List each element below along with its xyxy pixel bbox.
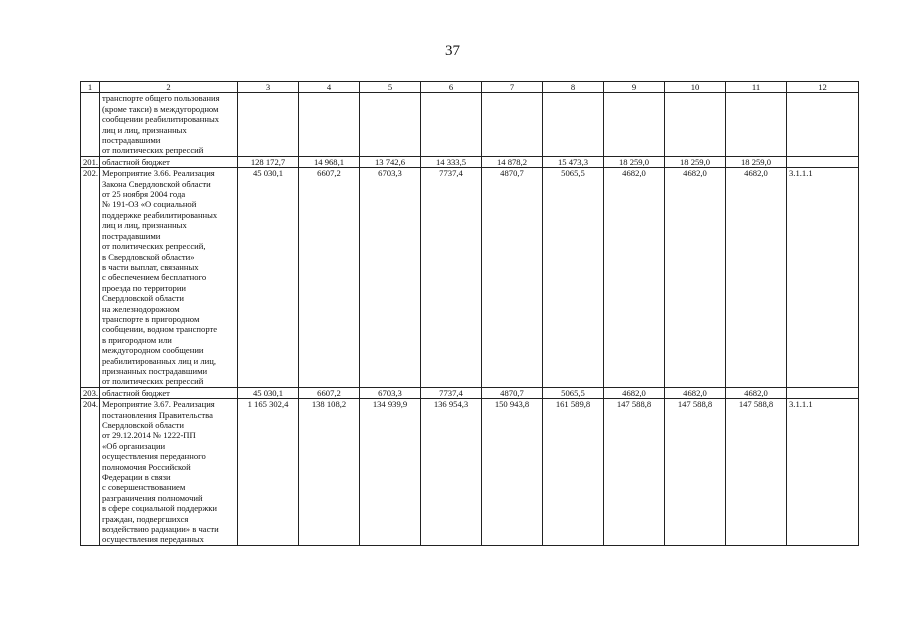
cell-value: 134 939,9	[360, 399, 421, 546]
cell-value: 4682,0	[604, 387, 665, 398]
row-description: областной бюджет	[100, 156, 238, 167]
column-header: 11	[726, 82, 787, 93]
target-indicator	[787, 93, 859, 156]
cell-value: 4682,0	[604, 168, 665, 388]
target-indicator: 3.1.1.1	[787, 399, 859, 546]
budget-table	[80, 81, 859, 546]
cell-value: 14 333,5	[421, 156, 482, 167]
cell-value: 147 588,8	[665, 399, 726, 546]
cell-value: 6703,3	[360, 387, 421, 398]
column-header: 12	[787, 82, 859, 93]
cell-value: 5065,5	[543, 168, 604, 388]
row-number: 202.	[81, 168, 100, 388]
cell-value	[726, 93, 787, 156]
row-number: 203.	[81, 387, 100, 398]
cell-value: 4870,7	[482, 387, 543, 398]
row-description: Мероприятие 3.66. Реализация Закона Свердловской области от 25 ноября 2004 года № 191-ОЗ «О социальной поддержке реабилитированных лиц и лиц, признанных пострадавшими от политических репрессий, в Свердловской области» в части выплат, связанных с обеспечением бесплатного проезда по территории Свердловской области на железнодорожном транспорте в пригородном сообщении, водном транспорте в пригородном или междугородном сообщении реабилитированных лиц и лиц, признанных пострадавшими от политических репрессий	[100, 168, 238, 388]
target-indicator	[787, 387, 859, 398]
cell-value: 147 588,8	[604, 399, 665, 546]
cell-value	[360, 93, 421, 156]
row-number: 204.	[81, 399, 100, 546]
cell-value: 4682,0	[726, 387, 787, 398]
cell-value: 13 742,6	[360, 156, 421, 167]
cell-value: 4682,0	[665, 387, 726, 398]
cell-value: 18 259,0	[604, 156, 665, 167]
cell-value: 4682,0	[726, 168, 787, 388]
cell-value: 161 589,8	[543, 399, 604, 546]
cell-value: 6607,2	[299, 168, 360, 388]
cell-value: 150 943,8	[482, 399, 543, 546]
column-header: 10	[665, 82, 726, 93]
cell-value: 14 878,2	[482, 156, 543, 167]
cell-value: 6607,2	[299, 387, 360, 398]
target-indicator	[787, 156, 859, 167]
row-description: областной бюджет	[100, 387, 238, 398]
cell-value	[665, 93, 726, 156]
cell-value: 18 259,0	[665, 156, 726, 167]
column-header: 7	[482, 82, 543, 93]
cell-value: 4870,7	[482, 168, 543, 388]
cell-value	[604, 93, 665, 156]
target-indicator: 3.1.1.1	[787, 168, 859, 388]
cell-value: 7737,4	[421, 168, 482, 388]
column-header: 6	[421, 82, 482, 93]
cell-value: 7737,4	[421, 387, 482, 398]
column-header: 2	[100, 82, 238, 93]
cell-value: 147 588,8	[726, 399, 787, 546]
cell-total: 45 030,1	[238, 168, 299, 388]
cell-value: 138 108,2	[299, 399, 360, 546]
cell-value: 5065,5	[543, 387, 604, 398]
table-row	[81, 399, 859, 546]
column-header: 3	[238, 82, 299, 93]
row-number: 201.	[81, 156, 100, 167]
column-header: 1	[81, 82, 100, 93]
cell-total: 45 030,1	[238, 387, 299, 398]
cell-value: 18 259,0	[726, 156, 787, 167]
column-header: 5	[360, 82, 421, 93]
cell-total	[238, 93, 299, 156]
column-number-row	[81, 82, 859, 93]
column-header: 9	[604, 82, 665, 93]
cell-value	[543, 93, 604, 156]
cell-value: 136 954,3	[421, 399, 482, 546]
cell-value: 14 968,1	[299, 156, 360, 167]
cell-value: 6703,3	[360, 168, 421, 388]
page-number: 37	[445, 43, 460, 59]
cell-value: 4682,0	[665, 168, 726, 388]
table-row	[81, 168, 859, 388]
column-header: 4	[299, 82, 360, 93]
table-row	[81, 156, 859, 167]
column-header: 8	[543, 82, 604, 93]
row-description: Мероприятие 3.67. Реализация постановления Правительства Свердловской области от 29.12.2014 № 1222-ПП «Об организации осуществления переданного полномочия Российской Федерации в связи с совершенствованием разграничения полномочий в сфере социальной поддержки граждан, подвергшихся воздействию радиации» в части осуществления переданных	[100, 399, 238, 546]
table-row	[81, 387, 859, 398]
cell-value	[421, 93, 482, 156]
cell-value: 15 473,3	[543, 156, 604, 167]
cell-value	[482, 93, 543, 156]
cell-total: 128 172,7	[238, 156, 299, 167]
cell-value	[299, 93, 360, 156]
cell-total: 1 165 302,4	[238, 399, 299, 546]
row-description: транспорте общего пользования (кроме такси) в междугородном сообщении реабилитированных лиц и лиц, признанных пострадавшими от политических репрессий	[100, 93, 238, 156]
table-row	[81, 93, 859, 156]
row-number	[81, 93, 100, 156]
